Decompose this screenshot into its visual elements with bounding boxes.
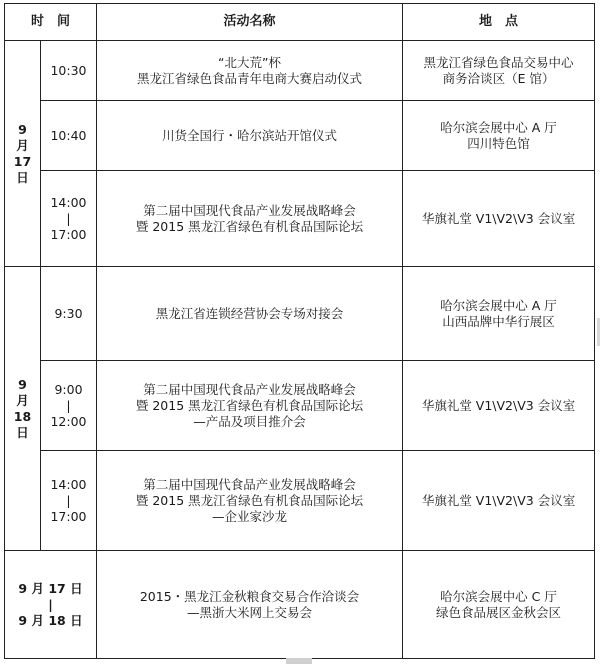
place-cell: 华旗礼堂 V1\V2\V3 会议室 — [403, 361, 595, 451]
header-time: 时 间 — [5, 4, 97, 41]
table-row — [5, 267, 595, 361]
time-cell: 10:40 — [41, 101, 97, 171]
place-cell: 哈尔滨会展中心 A 厅 山西品牌中华行展区 — [403, 267, 595, 361]
time-cell: 14:00 | 17:00 — [41, 171, 97, 267]
activity-cell: 第二届中国现代食品产业发展战略峰会 暨 2015 黑龙江省绿色有机食品国际论坛 —企业家沙龙 — [97, 451, 403, 551]
header-row — [5, 4, 595, 41]
table-row — [5, 41, 595, 101]
place-cell: 华旗礼堂 V1\V2\V3 会议室 — [403, 171, 595, 267]
place-cell: 哈尔滨会展中心 A 厅 四川特色馆 — [403, 101, 595, 171]
activity-cell: 2015・黑龙江金秋粮食交易合作洽谈会 —黑浙大米网上交易会 — [97, 551, 403, 659]
place-cell: 哈尔滨会展中心 C 厅 绿色食品展区金秋会区 — [403, 551, 595, 659]
place-cell: 华旗礼堂 V1\V2\V3 会议室 — [403, 451, 595, 551]
activity-cell: “北大荒”杯 黑龙江省绿色食品青年电商大赛启动仪式 — [97, 41, 403, 101]
activity-cell: 第二届中国现代食品产业发展战略峰会 暨 2015 黑龙江省绿色有机食品国际论坛 —产品及项目推介会 — [97, 361, 403, 451]
time-cell: 14:00 | 17:00 — [41, 451, 97, 551]
schedule-table — [4, 3, 595, 659]
table-row — [5, 551, 595, 659]
time-cell: 9:30 — [41, 267, 97, 361]
place-cell: 黑龙江省绿色食品交易中心 商务洽谈区（E 馆） — [403, 41, 595, 101]
day-label-sep17-18: 9 月 17 日 | 9 月 18 日 — [5, 551, 97, 659]
time-cell: 9:00 | 12:00 — [41, 361, 97, 451]
bottom-scroll-handle[interactable] — [286, 658, 312, 664]
activity-cell: 川货全国行・哈尔滨站开馆仪式 — [97, 101, 403, 171]
table-row — [5, 101, 595, 171]
header-activity: 活动名称 — [97, 4, 403, 41]
activity-cell: 黑龙江省连锁经营协会专场对接会 — [97, 267, 403, 361]
table-row — [5, 361, 595, 451]
table-row — [5, 451, 595, 551]
day-label-sep18: 9 月 18 日 — [5, 267, 41, 551]
activity-cell: 第二届中国现代食品产业发展战略峰会 暨 2015 黑龙江省绿色有机食品国际论坛 — [97, 171, 403, 267]
table-row — [5, 171, 595, 267]
time-cell: 10:30 — [41, 41, 97, 101]
header-place: 地 点 — [403, 4, 595, 41]
day-label-sep17: 9 月 17 日 — [5, 41, 41, 267]
